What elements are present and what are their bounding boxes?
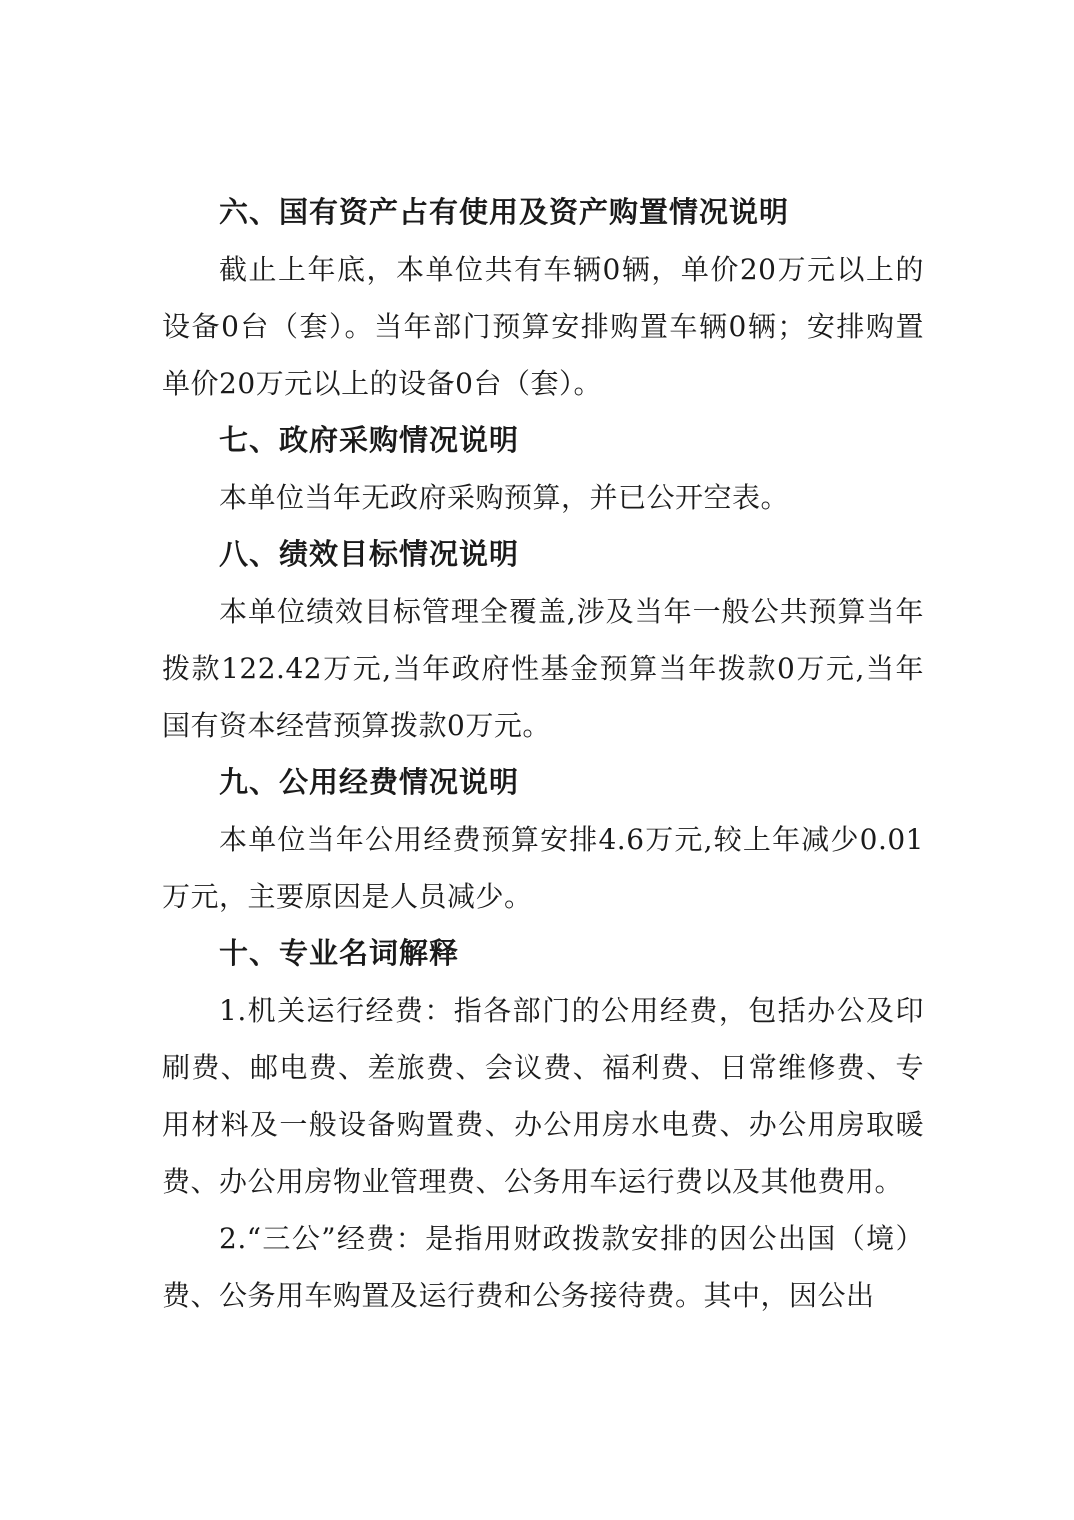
section-heading: 八、绩效目标情况说明 (219, 537, 520, 571)
glossary-item: 2.“三公”经费：是指用财政拨款安排的因公出国（境）费、公务用车购置及运行费和公务接待费。其中，因公出 (162, 1222, 924, 1312)
section-heading: 七、政府采购情况说明 (219, 423, 520, 457)
section-paragraph: 本单位当年公用经费预算安排4.6万元,较上年减少0.01万元，主要原因是人员减少。 (162, 823, 924, 913)
section-assets (162, 184, 924, 412)
section-paragraph: 截止上年底，本单位共有车辆0辆，单价20万元以上的设备0台（套）。当年部门预算安排购置车辆0辆；安排购置单价20万元以上的设备0台（套）。 (162, 253, 924, 400)
section-procurement (162, 412, 924, 526)
section-paragraph: 本单位绩效目标管理全覆盖,涉及当年一般公共预算当年拨款122.42万元,当年政府性基金预算当年拨款0万元,当年国有资本经营预算拨款0万元。 (162, 595, 924, 742)
section-heading: 九、公用经费情况说明 (219, 765, 520, 799)
section-heading: 十、专业名词解释 (219, 936, 460, 970)
glossary-item: 1.机关运行经费：指各部门的公用经费，包括办公及印刷费、邮电费、差旅费、会议费、福利费、日常维修费、专用材料及一般设备购置费、办公用房水电费、办公用房取暖费、办公用房物业管理费、公务用车运行费以及其他费用。 (162, 994, 924, 1198)
section-paragraph: 本单位当年无政府采购预算，并已公开空表。 (219, 481, 790, 514)
section-heading: 六、国有资产占有使用及资产购置情况说明 (219, 195, 790, 229)
document-body (162, 184, 924, 1324)
section-glossary (162, 925, 924, 1324)
section-performance (162, 526, 924, 754)
section-public-funds (162, 754, 924, 925)
